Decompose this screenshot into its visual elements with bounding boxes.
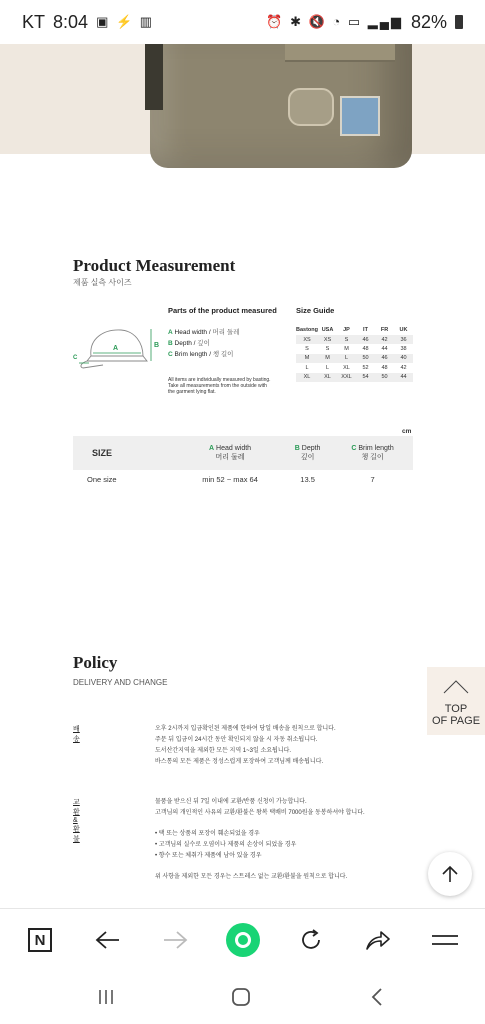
table-cell: 42	[375, 335, 394, 344]
table-row	[73, 470, 413, 488]
arrow-up-icon	[440, 864, 460, 884]
parts-list	[168, 327, 239, 360]
clock: 8:04	[53, 11, 89, 32]
share-icon	[365, 929, 391, 951]
column-letter: B	[294, 445, 300, 452]
svg-text:B: B	[154, 342, 160, 349]
table-row	[296, 363, 413, 372]
table-cell: L	[325, 364, 330, 371]
table-cell: XL	[296, 373, 318, 382]
table-cell: S	[325, 346, 330, 353]
head-width-cell: min 52 ~ max 64	[202, 474, 258, 484]
table-cell: 46	[375, 354, 394, 363]
table-row	[296, 344, 413, 353]
top-label: TOP	[444, 703, 468, 715]
arrow-right-icon	[162, 930, 188, 950]
table-cell: XXL	[337, 373, 356, 382]
jacket-patch	[288, 88, 334, 126]
table-cell: 44	[381, 346, 388, 353]
policy-bullet: • 향수 또는 체취가 제품에 남아 있을 경우	[155, 853, 262, 859]
battery-percent: 82%	[410, 11, 447, 32]
refresh-button[interactable]	[296, 925, 326, 955]
size-guide-header: Bastong	[296, 327, 318, 333]
table-cell: M	[344, 346, 349, 353]
table-cell: M	[318, 354, 337, 363]
hamburger-menu-icon	[432, 930, 458, 950]
part-label: Brim length	[174, 351, 208, 358]
chevron-left-icon	[370, 987, 384, 1007]
product-image	[0, 40, 485, 154]
part-label-ko: 깊이	[197, 340, 210, 347]
column-letter: C	[351, 445, 357, 452]
delivery-text	[155, 724, 425, 768]
unit-label: cm	[402, 428, 412, 435]
measurement-title: Product Measurement	[73, 256, 236, 275]
forward-button[interactable]	[160, 925, 190, 955]
back-button[interactable]	[93, 925, 123, 955]
table-cell: M	[296, 354, 318, 363]
size-guide-header: UK	[399, 327, 408, 333]
column-header-c	[332, 436, 413, 470]
column-label: Brim length	[358, 445, 394, 452]
green-dot-icon	[226, 923, 260, 957]
part-item: B Depth / 깊이	[168, 340, 210, 347]
column-label-ko: 깊이	[300, 454, 315, 461]
table-cell: 46	[356, 335, 375, 344]
table-cell: XL	[318, 373, 337, 382]
home-button[interactable]	[228, 984, 254, 1010]
part-label: Head width	[174, 329, 208, 336]
jacket-strap	[145, 40, 163, 110]
column-header-a	[177, 436, 283, 470]
note-line: the garment lying flat.	[168, 389, 216, 395]
scroll-up-button[interactable]	[428, 852, 472, 896]
part-letter: A	[168, 329, 173, 336]
status-bar	[0, 0, 485, 44]
table-cell: 52	[362, 364, 369, 371]
part-label-ko: 머리 둘레	[212, 329, 240, 336]
top-of-page-button[interactable]	[427, 667, 485, 735]
policy-spacer	[155, 819, 425, 829]
policy-line: 오후 2시까지 입금확인된 제품에 한하여 당일 배송을 원칙으로 합니다.	[155, 726, 336, 732]
brim-length-cell: 7	[370, 474, 375, 484]
naver-logo-icon: N	[28, 928, 52, 952]
column-header-b	[283, 436, 332, 470]
table-cell: L	[305, 364, 309, 371]
table-cell: 40	[394, 354, 413, 363]
size-guide-table	[296, 325, 413, 382]
table-cell: L	[337, 354, 356, 363]
browser-toolbar	[0, 908, 485, 969]
status-left	[22, 12, 154, 33]
part-item: A Head width / 머리 둘레	[168, 329, 240, 336]
table-cell: 50	[356, 354, 375, 363]
size-header: SIZE	[92, 447, 113, 458]
status-right	[266, 12, 463, 33]
delivery-label: 배송	[73, 726, 80, 743]
policy-line: 고객님의 개인적인 사유의 교환/환불은 왕복 택배비 7000원을 동봉하셔야 합니다.	[155, 810, 365, 816]
caret-up-icon	[442, 673, 470, 701]
table-cell: S	[337, 335, 356, 344]
measurement-guide	[73, 303, 418, 413]
policy-line: 물품을 받으신 뒤 7일 이내에 교환/반품 신청이 가능합니다.	[155, 799, 307, 805]
size-cell: One size	[87, 474, 117, 484]
green-dot-button[interactable]	[226, 923, 260, 957]
size-guide-header: USA	[321, 327, 334, 333]
policy-line: 주문 뒤 입금이 24시간 동안 확인되지 않을 시 자동 취소됩니다.	[155, 737, 318, 743]
policy-line: 도서산간지역을 제외한 모든 지역 1~3일 소요됩니다.	[155, 748, 292, 754]
measurement-note	[168, 377, 286, 395]
policy-spacer	[155, 862, 425, 872]
policy-bullet: • 고객님의 실수로 오염이나 제품의 손상이 되었을 경우	[155, 842, 297, 848]
system-back-button[interactable]	[364, 984, 390, 1010]
measurement-header-row	[73, 436, 413, 470]
part-letter: B	[168, 340, 173, 347]
column-label-ko: 머리 둘레	[215, 454, 245, 461]
part-label-ko: 챙 길이	[212, 351, 234, 358]
menu-button[interactable]	[430, 925, 460, 955]
exchange-label: 교환&환불	[73, 799, 80, 843]
column-label: Depth	[301, 445, 321, 452]
note-line: Take all measurements from the outside with	[168, 383, 267, 389]
note-line: All items are individually measured by basting.	[168, 377, 271, 383]
size-guide-header: FR	[380, 327, 389, 333]
of-page-label: OF PAGE	[431, 715, 481, 727]
size-guide-header: IT	[363, 327, 368, 333]
part-item: C Brim length / 챙 길이	[168, 351, 234, 358]
column-label: Head width	[216, 445, 252, 452]
table-cell: XL	[343, 364, 350, 371]
table-cell: XS	[296, 335, 318, 344]
column-label-ko: 챙 길이	[361, 454, 384, 461]
policy-bullet: • 택 또는 상품의 포장이 훼손되었을 경우	[155, 831, 260, 837]
share-button[interactable]	[363, 925, 393, 955]
size-guide-header: JP	[343, 327, 350, 333]
notification-icons: ▣ ⚡ ▥	[96, 14, 155, 29]
system-navigation-bar	[0, 968, 485, 1024]
table-cell: 36	[394, 335, 413, 344]
exchange-text	[155, 797, 425, 883]
system-status-icons: ⏰ ✱ 🔇 ◔ ▭ ▂▄▆	[266, 14, 403, 29]
table-cell: 48	[362, 346, 369, 353]
table-cell: 48	[381, 364, 388, 371]
carrier: KT	[22, 11, 46, 32]
table-cell: 38	[400, 346, 407, 353]
arrow-left-icon	[95, 930, 121, 950]
table-cell: 54	[356, 373, 375, 382]
policy-subtitle: DELIVERY AND CHANGE	[73, 678, 168, 687]
table-cell: 42	[400, 364, 407, 371]
svg-text:C: C	[73, 355, 78, 361]
measurement-table	[73, 436, 413, 488]
refresh-icon	[299, 928, 323, 952]
size-guide-header-row	[296, 325, 413, 335]
cap-diagram-icon	[73, 321, 158, 376]
parts-title: Parts of the product measured	[168, 306, 277, 315]
part-label: Depth	[174, 340, 192, 347]
column-letter: A	[209, 445, 215, 452]
home-icon	[231, 987, 251, 1007]
policy-title: Policy	[73, 653, 118, 672]
table-row	[296, 354, 413, 363]
table-row	[296, 335, 413, 344]
recent-apps-icon	[96, 988, 116, 1006]
size-guide-title: Size Guide	[296, 306, 335, 315]
naver-home-button[interactable]	[25, 925, 55, 955]
svg-text:A: A	[113, 345, 119, 352]
table-row	[296, 373, 413, 382]
part-letter: C	[168, 351, 173, 358]
jacket-denim-patch	[340, 96, 380, 136]
table-cell: 50	[375, 373, 394, 382]
table-cell: 44	[394, 373, 413, 382]
depth-cell: 13.5	[300, 474, 315, 484]
measurement-subtitle: 제품 실측 사이즈	[73, 278, 132, 287]
recent-apps-button[interactable]	[93, 984, 119, 1010]
table-cell: XS	[318, 335, 337, 344]
policy-footer: 위 사항을 제외한 모든 경우는 스트레스 없는 교환/환불을 원칙으로 합니다.	[155, 874, 348, 880]
policy-line: 바스통의 모든 제품은 정성스럽게 포장하여 고객님께 배송됩니다.	[155, 759, 324, 765]
table-cell: S	[305, 346, 309, 353]
battery-icon	[455, 15, 463, 29]
